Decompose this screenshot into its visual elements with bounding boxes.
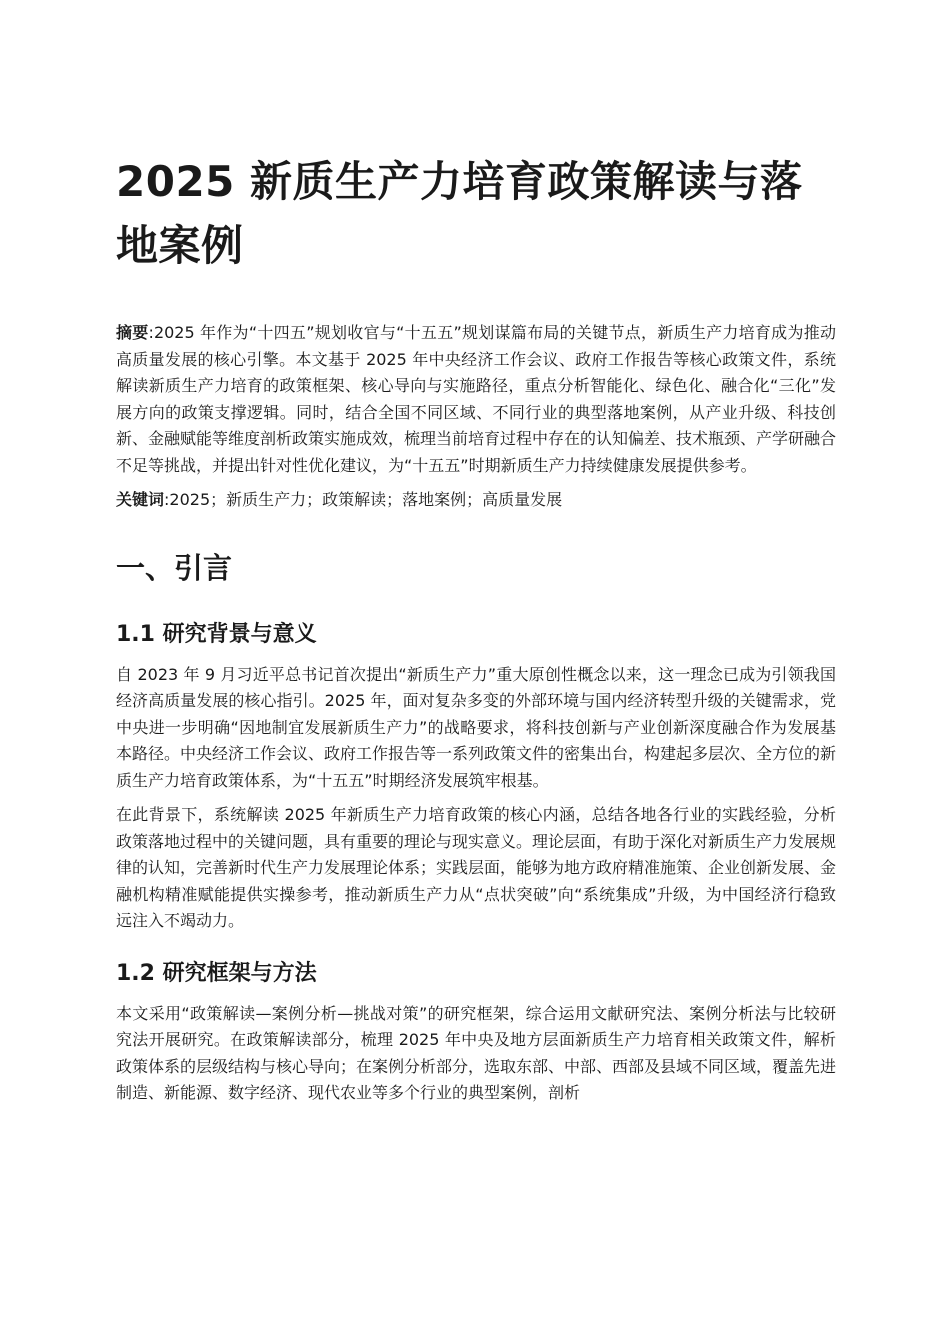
abstract: [116, 320, 836, 479]
paragraph: 自 2023 年 9 月习近平总书记首次提出“新质生产力”重大原创性概念以来，这一理念已成为引领我国经济高质量发展的核心指引。2025 年，面对复杂多变的外部环境与国内经济转型升级的关键需求，党中央进一步明确“因地制宜发展新质生产力”的战略要求，将科技创新与产业创新深度融合作为发展基本路径。中央经济工作会议、政府工作报告等一系列政策文件的密集出台，构建起多层次、全方位的新质生产力培育政策体系，为“十五五”时期经济发展筑牢根基。: [116, 664, 837, 790]
paragraph: 本文采用“政策解读—案例分析—挑战对策”的研究框架，综合运用文献研究法、案例分析法与比较研究法开展研究。在政策解读部分，梳理 2025 年中央及地方层面新质生产力培育相关政策文件，解析政策体系的层级结构与核心导向；在案例分析部分，选取东部、中部、西部及县域不同区域，覆盖先进制造、新能源、数字经济、现代农业等多个行业的典型案例，剖析: [116, 1003, 837, 1102]
document-page: [116, 150, 836, 1115]
keywords-separator: :: [164, 490, 170, 509]
subsection-heading-framework: 1.2 研究框架与方法: [116, 960, 317, 986]
section-heading-introduction: 一、引言: [116, 550, 233, 585]
subsection-heading-background: 1.1 研究背景与意义: [116, 621, 317, 647]
paragraph: 在此背景下，系统解读 2025 年新质生产力培育政策的核心内涵，总结各地各行业的实践经验，分析政策落地过程中的关键问题，具有重要的理论与现实意义。理论层面，有助于深化对新质生产力发展规律的认知，完善新时代生产力发展理论体系；实践层面，能够为地方政府精准施策、企业创新发展、金融机构精准赋能提供实操参考，推动新质生产力从“点状突破”向“系统集成”升级，为中国经济行稳致远注入不竭动力。: [116, 805, 837, 930]
keywords: [116, 487, 836, 514]
document-title: 2025 新质生产力培育政策解读与落地案例: [116, 157, 803, 270]
abstract-label: 摘要: [116, 323, 149, 342]
keywords-text: 2025；新质生产力；政策解读；落地案例；高质量发展: [169, 490, 563, 509]
keywords-label: 关键词: [116, 490, 165, 509]
abstract-text: 2025 年作为“十四五”规划收官与“十五五”规划谋篇布局的关键节点，新质生产力培育成为推动高质量发展的核心引擎。本文基于 2025 年中央经济工作会议、政府工作报告等核心政策文件，系统解读新质生产力培育的政策框架、核心导向与实施路径，重点分析智能化、绿色化、融合化“三化”发展方向的政策支撑逻辑。同时，结合全国不同区域、不同行业的典型落地案例，从产业升级、科技创新、金融赋能等维度剖析政策实施成效，梳理当前培育过程中存在的认知偏差、技术瓶颈、产学研融合不足等挑战，并提出针对性优化建议，为“十五五”时期新质生产力持续健康发展提供参考。: [116, 323, 837, 475]
abstract-separator: :: [148, 323, 154, 342]
